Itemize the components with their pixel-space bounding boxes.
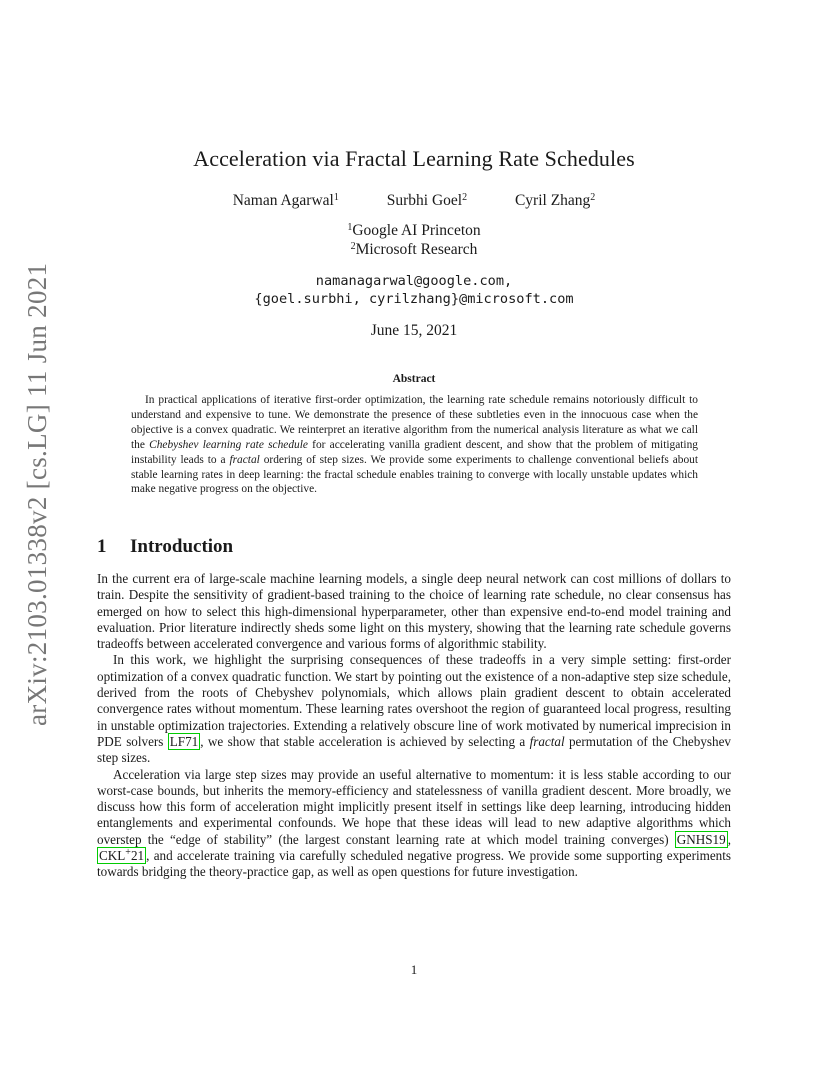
author — [233, 192, 339, 210]
author-name: Cyril Zhang — [514, 192, 591, 209]
paragraph-span: , we show that stable acceleration is achieved by selecting a — [200, 733, 530, 749]
author-affiliation-mark: 2 — [590, 192, 596, 203]
paragraph-span: In this work, we highlight the surprising consequences of these tradeoffs in a very simple setting: first-order optimization of a convex quadratic function. We start by pointing out the existence of a non-adaptive step size schedule, derived from the roots of Chebyshev polynomials, which allows plain gradient descent to obtain accelerated convergence rates without momentum. These learning rates overshoot the region of guaranteed local progress, resulting in unstable optimization trajectories. Extending a relatively obscure line of work motivated by numerical imprecision in PDE solvers — [97, 652, 731, 749]
paragraph-span: , and accelerate training via carefully scheduled negative progress. We provide some supporting experiments towards bridging the theory-practice gap, as well as open questions for future investigation. — [97, 848, 731, 880]
publication-date: June 15, 2021 — [370, 322, 458, 339]
paragraph: In the current era of large-scale machine learning models, a single deep neural network can cost millions of dollars to train. Despite the sensitivity of gradient-based training to the choice of learning rate schedule, no clear consensus has emerged on how to select this high-dimensional hyperparameter, other than expensive end-to-end model training and evaluation. Prior literature indirectly sheds some light on this mystery, showing that the learning rate schedule governs tradeoffs between accelerated convergence and various forms of algorithmic stability. — [97, 571, 731, 652]
citation-link[interactable] — [97, 847, 146, 864]
author — [387, 192, 467, 210]
abstract-emphasis: Chebyshev learning rate schedule — [149, 438, 308, 451]
citation-year: 21 — [130, 848, 145, 864]
author-affiliation-mark: 2 — [462, 192, 468, 203]
abstract-text — [131, 393, 698, 497]
abstract-span: In practical applications of iterative first-order optimization, the learning rate schedule remains notoriously difficult to understand and expensive to tune. We demonstrate the presence of these subtleties even in the innocuous case when the objective is a convex quadratic. We reinterpret an iterative algorithm from the numerical analysis literature as what we call the — [131, 394, 698, 451]
author — [515, 192, 595, 210]
abstract-emphasis: fractal — [229, 453, 260, 466]
author-affiliation-mark: 1 — [333, 192, 339, 203]
citation-superscript: + — [125, 847, 131, 859]
author-name: Surbhi Goel — [386, 192, 463, 209]
affiliation — [0, 241, 828, 259]
paragraph: Acceleration via large step sizes may provide an useful alternative to momentum: it is less stable according to our worst-case bounds, but inherits the memory-efficiency and statelessness of vanilla gradient descent. More broadly, we discuss how this form of acceleration might implicitly present itself in settings like deep learning, introducing hidden entanglements and experimental confounds. We hope that these ideas will lead to new adaptive algorithms which overstep the “edge of stability” (the largest constant learning rate at which model training converges) GNHS19 , CKL+21 , and accelerate training via carefully scheduled negative progress. We provide some supporting experiments towards bridging the theory-practice gap, as well as open questions for future investigation. — [97, 766, 731, 880]
section-heading — [97, 536, 233, 558]
paragraph-span: Acceleration via large step sizes may provide an useful alternative to momentum: it is less stable according to our worst-case bounds, but inherits the memory-efficiency and statelessness of vanilla gradient descent. More broadly, we discuss how this form of acceleration might implicitly present itself in settings like deep learning, introducing hidden entanglements and experimental confounds. We hope that these ideas will lead to new adaptive algorithms which overstep the “edge of stability” (the largest constant learning rate at which model training converges) — [97, 766, 731, 847]
abstract-span: ordering of step sizes. We provide some experiments to challenge conventional beliefs about stable learning rates in deep learning: the fractal schedule enables training to converge with locally unstable updates which make negative progress on the objective. — [131, 453, 698, 496]
section-title: Introduction — [130, 536, 234, 557]
affiliation-name: Microsoft Research — [355, 241, 478, 258]
abstract-heading: Abstract — [392, 373, 436, 385]
affiliation — [0, 222, 828, 240]
paragraph-span: permutation of the Chebyshev step sizes. — [97, 733, 731, 766]
section-number: 1 — [97, 536, 107, 557]
affiliation-mark: 2 — [350, 241, 356, 252]
author-list — [0, 192, 828, 210]
paper-title: Acceleration via Fractal Learning Rate Schedules — [193, 146, 635, 171]
email-line: namanagarwal@google.com, — [315, 273, 513, 289]
emphasis: fractal — [529, 733, 565, 749]
email-line: {goel.surbhi, cyrilzhang}@microsoft.com — [254, 291, 574, 307]
abstract-span: for accelerating vanilla gradient descent, and show that the problem of mitigating instability leads to a — [131, 438, 698, 466]
introduction-body — [97, 571, 731, 881]
citation-link[interactable]: LF71 — [169, 733, 199, 749]
affiliation-mark: 1 — [347, 222, 353, 233]
author-name: Naman Agarwal — [232, 192, 334, 209]
arxiv-identifier: arXiv:2103.01338v2 [cs.LG] 11 Jun 2021 — [22, 262, 52, 726]
affiliation-name: Google AI Princeton — [352, 222, 481, 239]
citation-text: CKL — [99, 848, 126, 864]
citation-link[interactable]: GNHS19 — [676, 831, 726, 847]
page-number: 1 — [410, 962, 418, 977]
paragraph — [97, 652, 731, 766]
